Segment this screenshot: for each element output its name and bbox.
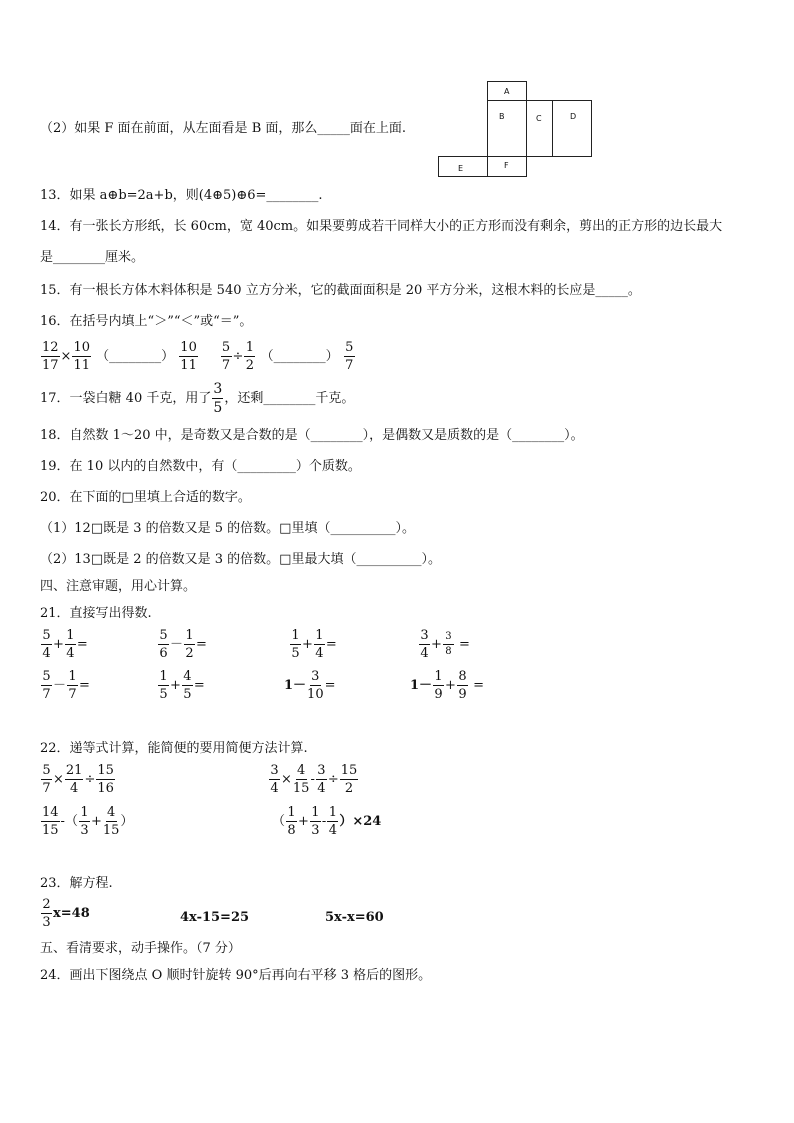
- fraction: $\frac{3}{4}$: [317, 763, 326, 796]
- question-22-title: 22．递等式计算，能简便的要用简便方法计算.: [40, 741, 308, 756]
- question-20-title: 20．在下面的□里填上合适的数字。: [40, 490, 251, 505]
- fraction: $\frac{1}{2}$: [245, 340, 255, 373]
- cube-net-diagram: [438, 81, 593, 177]
- net-face-e: E: [438, 156, 488, 177]
- fraction: $\frac{3}{10}$: [307, 669, 324, 702]
- question-12-part2: （2）如果 F 面在前面，从左面看是 B 面，那么_____面在上面.: [40, 121, 407, 136]
- question-17: 17．一袋白糖 40 千克，用了 $\frac{3}{5}$ ，还剩________千克。: [40, 381, 355, 416]
- fraction: $\frac{4}{5}$: [183, 669, 192, 702]
- fraction: $\frac{1}{9}$: [434, 669, 443, 702]
- question-24: 24．画出下图绕点 O 顺时针旋转 90°后再向右平移 3 格后的图形。: [40, 968, 432, 983]
- question-18: 18．自然数 1～20 中，是奇数又是合数的是（________），是偶数又是质数的是（________）。: [40, 428, 584, 443]
- fraction: $\frac{1}{7}$: [68, 669, 77, 702]
- net-face-b: B: [487, 100, 527, 157]
- fraction: $\frac{14}{15}$: [42, 805, 59, 838]
- fraction: $\frac{1}{4}$: [315, 628, 324, 661]
- fraction: $\frac{3}{5}$: [213, 381, 223, 416]
- q22-expr-a: $\frac{5}{7}$ × $\frac{21}{4}$ ÷ $\frac{15}{16}$: [42, 763, 114, 796]
- section-4-heading: 四、注意审题，用心计算。: [40, 579, 197, 594]
- fraction: $\frac{5}{6}$: [159, 628, 168, 661]
- section-5-heading: 五、看清要求，动手操作。（7 分）: [40, 941, 241, 956]
- q23-equation-3: 5x-x=60: [325, 910, 384, 925]
- question-14-line1: 14．有一张长方形纸，长 60cm，宽 40cm。如果要剪成若干同样大小的正方形而没有剩余，剪出的正方形的边长最大: [40, 219, 723, 234]
- q22-expr-b: $\frac{3}{4}$ × $\frac{4}{15}$ - $\frac{3}{4}$ ÷ $\frac{15}{2}$: [270, 763, 358, 796]
- q21-expr-8: 1－ $\frac{1}{9}$ + $\frac{8}{9}$ =: [410, 669, 484, 702]
- question-19: 19．在 10 以内的自然数中，有（_________）个质数。: [40, 459, 361, 474]
- q22-expr-c: $\frac{14}{15}$ -（ $\frac{1}{3}$ + $\frac{4}{15}$ ）: [42, 805, 134, 838]
- fraction: $\frac{1}{4}$: [328, 805, 337, 838]
- q21-expr-5: $\frac{5}{7}$ － $\frac{1}{7}$ =: [42, 669, 90, 702]
- fraction: $\frac{15}{2}$: [340, 763, 358, 796]
- fraction: $\frac{4}{15}$: [292, 763, 310, 796]
- question-16-title: 16．在括号内填上“＞”“＜”或“＝”。: [40, 314, 253, 329]
- question-16-expressions: $\frac{12}{17}$ × $\frac{10}{11}$ （________） $\frac{10}{11}$ $\frac{5}{7}$ ÷ $\frac{1}{2}$ （________） $\frac{5}{7}$: [42, 340, 354, 373]
- fraction: $\frac{3}{4}$: [270, 763, 279, 796]
- net-face-a: A: [487, 81, 527, 101]
- fraction: $\frac{15}{16}$: [97, 763, 114, 796]
- q23-equation-2: 4x-15=25: [180, 910, 250, 925]
- fraction: $\frac{2}{3}$: [42, 897, 51, 930]
- answer-blank[interactable]: （________）: [260, 349, 339, 364]
- q21-expr-2: $\frac{5}{6}$ － $\frac{1}{2}$ =: [159, 628, 207, 661]
- question-21-title: 21．直接写出得数.: [40, 606, 152, 621]
- q21-expr-3: $\frac{1}{5}$ + $\frac{1}{4}$ =: [291, 628, 337, 661]
- fraction: $\frac{5}{7}$: [42, 763, 51, 796]
- fraction: $\frac{5}{4}$: [42, 628, 51, 661]
- fraction: $\frac{3}{4}$: [420, 628, 429, 661]
- question-13: 13．如果 a⊕b=2a+b，则(4⊕5)⊕6=________.: [40, 188, 323, 203]
- fraction: $\frac{1}{3}$: [311, 805, 320, 838]
- net-face-c: C: [526, 100, 553, 157]
- fraction: $\frac{8}{9}$: [458, 669, 467, 702]
- question-23-title: 23．解方程.: [40, 876, 113, 891]
- q23-equation-1: $\frac{2}{3}$ x=48: [42, 897, 90, 930]
- fraction: $\frac{1}{3}$: [80, 805, 89, 838]
- fraction: $\frac{12}{17}$: [42, 340, 59, 373]
- fraction: $\frac{1}{2}$: [185, 628, 194, 661]
- fraction: $\frac{1}{8}$: [287, 805, 296, 838]
- question-20-part2: （2）13□既是 2 的倍数又是 3 的倍数。□里最大填（__________）。: [40, 552, 441, 567]
- q21-expr-6: $\frac{1}{5}$ + $\frac{4}{5}$ =: [159, 669, 205, 702]
- question-15: 15．有一根长方体木料体积是 540 立方分米，它的截面面积是 20 平方分米，这根木料的长应是_____。: [40, 283, 641, 298]
- net-face-d: D: [552, 100, 592, 157]
- fraction: $\frac{4}{15}$: [102, 805, 120, 838]
- question-14-line2: 是________厘米。: [40, 250, 145, 265]
- fraction: $\frac{10}{11}$: [73, 340, 90, 373]
- q21-expr-7: 1－ $\frac{3}{10}$ =: [284, 669, 336, 702]
- fraction: $\frac{5}{7}$: [42, 669, 51, 702]
- fraction: $\frac{21}{4}$: [65, 763, 83, 796]
- q22-expr-d: （ $\frac{1}{8}$ + $\frac{1}{3}$ - $\frac{1}{4}$ ）×24: [272, 805, 382, 838]
- fraction: $\frac{10}{11}$: [180, 340, 197, 373]
- net-face-f: F: [487, 156, 527, 177]
- answer-blank[interactable]: （________）: [96, 349, 175, 364]
- q21-expr-1: $\frac{5}{4}$ + $\frac{1}{4}$ =: [42, 628, 88, 661]
- fraction: $\frac{5}{7}$: [345, 340, 354, 373]
- fraction: $\frac{1}{5}$: [159, 669, 168, 702]
- fraction: $\frac{1}{4}$: [66, 628, 75, 661]
- q21-expr-4: $\frac{3}{4}$ + $\frac{3}{8}$ =: [420, 628, 470, 661]
- question-20-part1: （1）12□既是 3 的倍数又是 5 的倍数。□里填（__________）。: [40, 521, 415, 536]
- fraction: $\frac{3}{8}$: [443, 632, 454, 657]
- fraction: $\frac{5}{7}$: [221, 340, 231, 373]
- fraction: $\frac{1}{5}$: [291, 628, 300, 661]
